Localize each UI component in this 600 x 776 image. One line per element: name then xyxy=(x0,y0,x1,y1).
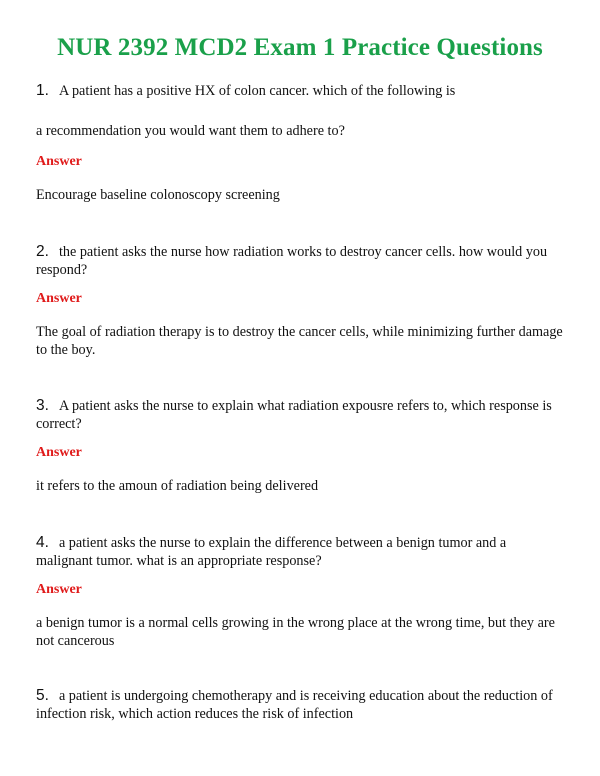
question-text: A patient asks the nurse to explain what radiation expousre refers to, which response is correct? xyxy=(36,398,552,432)
question-2 xyxy=(36,243,566,279)
answer-text: The goal of radiation therapy is to destroy the cancer cells, while minimizing further damage to the boy. xyxy=(36,324,563,358)
answer-label: Answer xyxy=(36,582,82,597)
question-number: 3. xyxy=(36,397,49,414)
question-number: 2. xyxy=(36,243,49,260)
answer-text: it refers to the amoun of radiation being delivered xyxy=(36,478,319,494)
question-number: 4. xyxy=(36,534,49,551)
question-text: A patient has a positive HX of colon cancer. which of the following is xyxy=(58,83,456,99)
answer-label: Answer xyxy=(36,154,82,169)
question-4 xyxy=(36,534,566,570)
question-3 xyxy=(36,397,566,433)
question-1-continuation: a recommendation you would want them to adhere to? xyxy=(36,123,345,139)
question-text: the patient asks the nurse how radiation works to destroy cancer cells. how would you respond? xyxy=(36,244,548,278)
answer-text: a benign tumor is a normal cells growing in the wrong place at the wrong time, but they are not cancerous xyxy=(36,615,555,649)
question-5 xyxy=(36,687,566,723)
question-text: a patient asks the nurse to explain the difference between a benign tumor and a malignant tumor. what is an appropriate response? xyxy=(36,535,507,569)
question-number: 1. xyxy=(36,82,49,99)
question-text: a patient is undergoing chemotherapy and is receiving education about the reduction of infection risk, which action reduces the risk of infection xyxy=(36,688,553,722)
answer-text: Encourage baseline colonoscopy screening xyxy=(36,187,280,203)
answer-label: Answer xyxy=(36,291,82,306)
question-number: 5. xyxy=(36,687,49,704)
answer-label: Answer xyxy=(36,445,82,460)
question-1 xyxy=(36,82,566,100)
document-title: NUR 2392 MCD2 Exam 1 Practice Questions xyxy=(57,34,543,61)
